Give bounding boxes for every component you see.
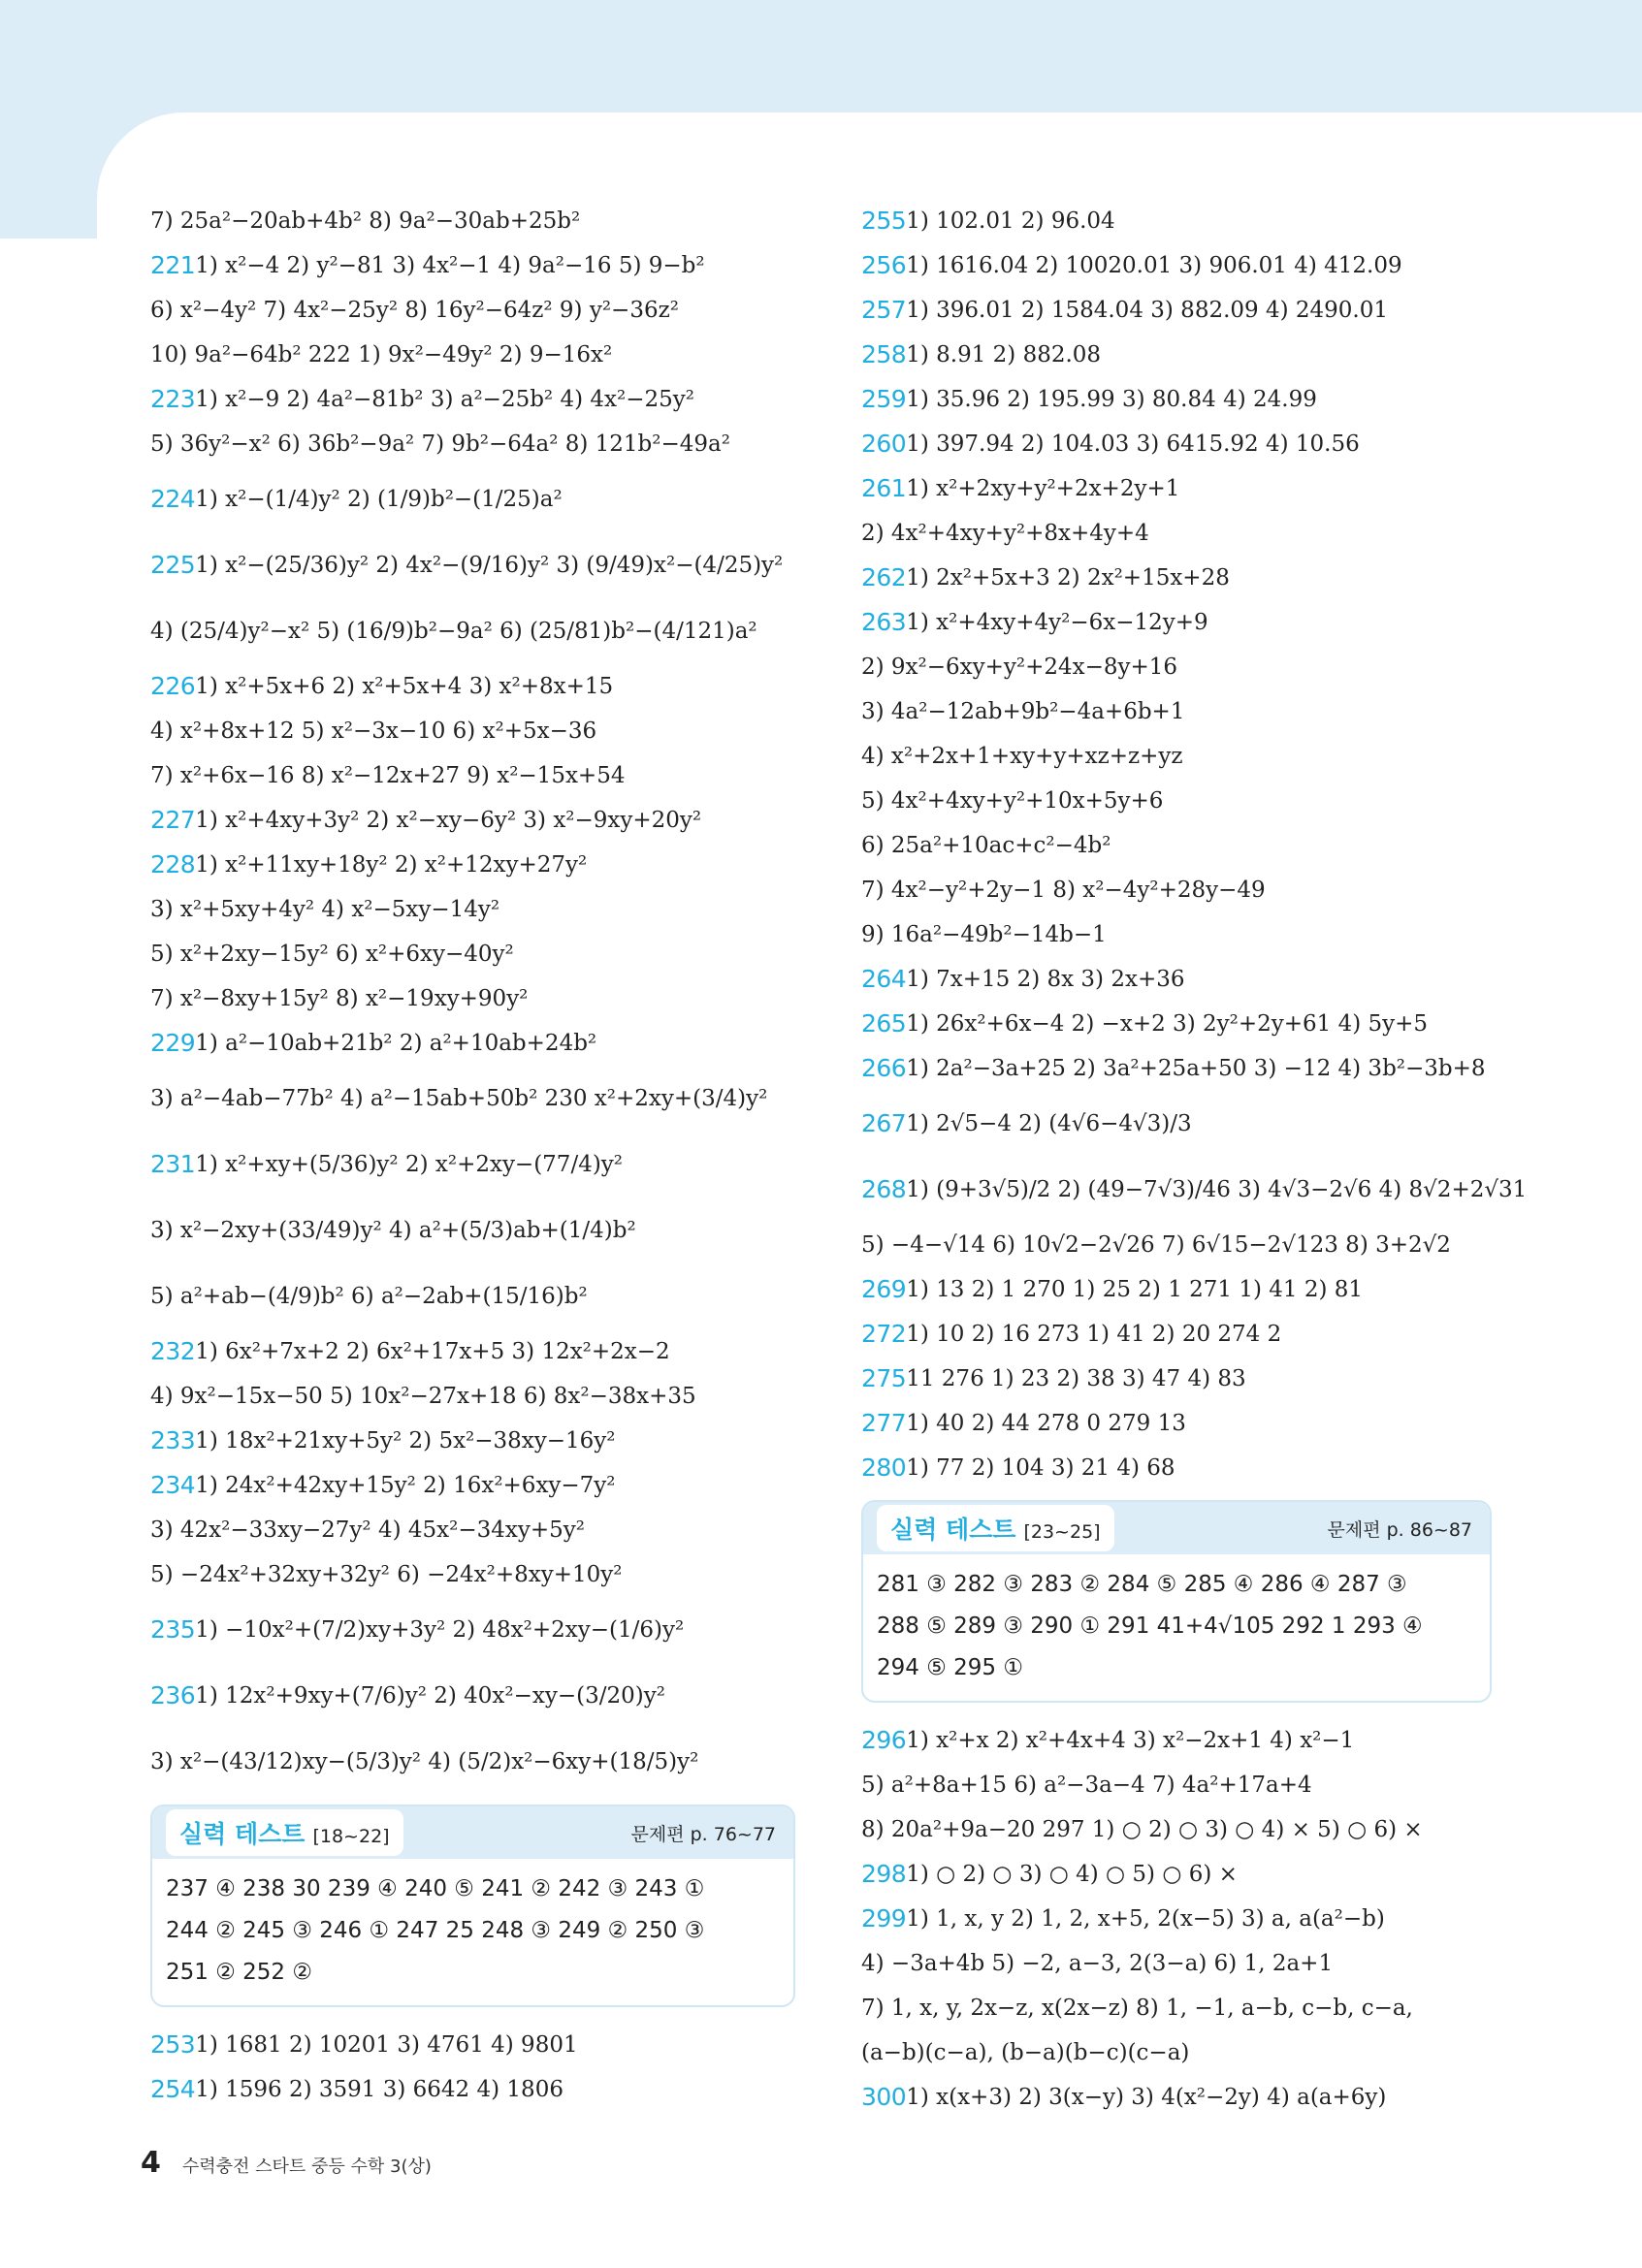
answer-line bbox=[150, 1508, 795, 1552]
answer-text: 9) 16a²−49b²−14b−1 bbox=[861, 922, 1107, 947]
test-box-body bbox=[152, 1859, 793, 2005]
answer-text: 1) 102.01 2) 96.04 bbox=[906, 208, 1115, 234]
page-footer bbox=[141, 2146, 432, 2180]
problem-number: 263 bbox=[861, 608, 907, 636]
answer-line bbox=[861, 288, 1492, 333]
problem-number: 225 bbox=[150, 551, 196, 579]
problem-number: 296 bbox=[861, 1726, 907, 1754]
answer-text: 1) −10x²+(7/2)xy+3y² 2) 48x²+2xy−(1/6)y² bbox=[195, 1617, 685, 1643]
answer-line bbox=[861, 2030, 1492, 2075]
answer-line bbox=[861, 734, 1492, 779]
answer-text: 5) 36y²−x² 6) 36b²−9a² 7) 9b²−64a² 8) 121b²−49a² bbox=[150, 431, 730, 457]
test-box-body bbox=[863, 1554, 1490, 1701]
answer-text: 1) x(x+3) 2) 3(x−y) 3) 4(x²−2y) 4) a(a+6y) bbox=[906, 2085, 1387, 2110]
problem-number: 233 bbox=[150, 1426, 196, 1454]
answer-text: (a−b)(c−a), (b−a)(b−c)(c−a) bbox=[861, 2040, 1190, 2065]
test-box-line: 294 ⑤ 295 ① bbox=[877, 1655, 1023, 1680]
answer-line bbox=[150, 1329, 795, 1374]
answer-text: 1) x²+4xy+3y² 2) x²−xy−6y² 3) x²−9xy+20y² bbox=[195, 808, 702, 833]
problem-number: 267 bbox=[861, 1109, 907, 1137]
problem-number: 255 bbox=[861, 207, 907, 235]
answer-line bbox=[861, 1091, 1492, 1157]
problem-number: 264 bbox=[861, 965, 907, 993]
answer-line bbox=[150, 976, 795, 1021]
answer-line bbox=[861, 1401, 1492, 1446]
page-sheet-edge bbox=[0, 239, 97, 2268]
test-box-line: 244 ② 245 ③ 246 ① 247 25 248 ③ 249 ② 250 ③ bbox=[166, 1918, 705, 1943]
right-answers-top bbox=[861, 199, 1528, 1490]
answer-line bbox=[861, 422, 1492, 466]
problem-number: 300 bbox=[861, 2083, 907, 2111]
answer-line bbox=[150, 333, 795, 377]
answer-line bbox=[150, 1263, 795, 1329]
answer-text: 1) x²+5x+6 2) x²+5x+4 3) x²+8x+15 bbox=[195, 674, 614, 699]
right-column bbox=[861, 199, 1528, 2120]
left-answers-top bbox=[150, 199, 795, 1795]
answer-text: 5) −24x²+32xy+32y² 6) −24x²+8xy+10y² bbox=[150, 1562, 623, 1587]
answer-line bbox=[861, 377, 1492, 422]
answer-line bbox=[861, 243, 1492, 288]
answer-line bbox=[150, 1663, 795, 1729]
problem-number: 223 bbox=[150, 385, 196, 413]
answer-text: 1) x²+x 2) x²+4x+4 3) x²−2x+1 4) x²−1 bbox=[906, 1728, 1355, 1753]
answer-line bbox=[861, 1763, 1492, 1807]
problem-number: 221 bbox=[150, 251, 196, 279]
answer-text: 4) −3a+4b 5) −2, a−3, 2(3−a) 6) 1, 2a+1 bbox=[861, 1951, 1334, 1976]
answer-line bbox=[150, 843, 795, 887]
answer-text: 4) x²+2x+1+xy+y+xz+z+yz bbox=[861, 744, 1183, 769]
answer-line bbox=[150, 466, 795, 532]
answer-line bbox=[861, 1157, 1528, 1223]
answer-line bbox=[150, 932, 795, 976]
answer-line bbox=[861, 511, 1492, 556]
answer-text: 1) x²+2xy+y²+2x+2y+1 bbox=[906, 476, 1180, 501]
answer-text: 1) 6x²+7x+2 2) 6x²+17x+5 3) 12x²+2x−2 bbox=[195, 1339, 670, 1364]
answer-line bbox=[861, 600, 1492, 645]
answer-line bbox=[150, 753, 795, 798]
answer-text: 1) 40 2) 44 278 0 279 13 bbox=[906, 1411, 1186, 1436]
answer-text: 7) 4x²−y²+2y−1 8) x²−4y²+28y−49 bbox=[861, 878, 1266, 903]
answer-line bbox=[861, 1223, 1492, 1267]
problem-number: 235 bbox=[150, 1615, 196, 1644]
answer-line bbox=[861, 689, 1492, 734]
answer-text: 1) 1681 2) 10201 3) 4761 4) 9801 bbox=[195, 2032, 578, 2058]
test-box-tag bbox=[166, 1809, 403, 1856]
answer-text: 1) x²−9 2) 4a²−81b² 3) a²−25b² 4) 4x²−25y² bbox=[195, 387, 694, 412]
answer-text: 1) 1616.04 2) 10020.01 3) 906.01 4) 412.09 bbox=[906, 253, 1402, 278]
problem-number: 280 bbox=[861, 1453, 907, 1482]
answer-line bbox=[861, 868, 1492, 912]
answer-line bbox=[150, 664, 795, 709]
answer-text: 7) x²+6x−16 8) x²−12x+27 9) x²−15x+54 bbox=[150, 763, 626, 788]
answer-text: 1) x²−4 2) y²−81 3) 4x²−1 4) 9a²−16 5) 9−b² bbox=[195, 253, 705, 278]
answer-line bbox=[150, 1374, 795, 1419]
answer-line bbox=[150, 598, 795, 664]
problem-number: 262 bbox=[861, 563, 907, 591]
answer-text: 1) 2a²−3a+25 2) 3a²+25a+50 3) −12 4) 3b²−3b+8 bbox=[906, 1056, 1486, 1081]
answer-text: 4) 9x²−15x−50 5) 10x²−27x+18 6) 8x²−38x+35 bbox=[150, 1384, 696, 1409]
answer-text: 5) −4−√14 6) 10√2−2√26 7) 6√15−2√123 8) 3+2√2 bbox=[861, 1232, 1451, 1258]
problem-number: 266 bbox=[861, 1054, 907, 1082]
book-title: 수력충전 스타트 중등 수학 3(상) bbox=[181, 2156, 432, 2177]
problem-number: 299 bbox=[861, 1904, 907, 1933]
problem-number: 269 bbox=[861, 1275, 907, 1303]
problem-number: 234 bbox=[150, 1471, 196, 1499]
answer-line bbox=[861, 2075, 1492, 2120]
answer-text: 8) 20a²+9a−20 297 1) ○ 2) ○ 3) ○ 4) × 5) ○ 6) × bbox=[861, 1817, 1423, 1842]
answer-line bbox=[150, 798, 795, 843]
problem-number: 261 bbox=[861, 474, 907, 502]
answer-text: 7) 25a²−20ab+4b² 8) 9a²−30ab+25b² bbox=[150, 208, 581, 234]
problem-number: 257 bbox=[861, 296, 907, 324]
problem-number: 260 bbox=[861, 430, 907, 458]
answer-text: 4) (25/4)y²−x² 5) (16/9)b²−9a² 6) (25/81)b²−(4/121)a² bbox=[150, 619, 757, 644]
answer-text: 1) (9+3√5)/2 2) (49−7√3)/46 3) 4√3−2√6 4) 8√2+2√31 bbox=[906, 1177, 1528, 1202]
problem-number: 253 bbox=[150, 2030, 196, 2059]
answer-text: 7) x²−8xy+15y² 8) x²−19xy+90y² bbox=[150, 986, 529, 1011]
answer-line bbox=[150, 709, 795, 753]
answer-line bbox=[150, 2067, 795, 2112]
answer-text: 2) 9x²−6xy+y²+24x−8y+16 bbox=[861, 655, 1178, 680]
answer-line bbox=[861, 1807, 1492, 1852]
answer-line bbox=[861, 1312, 1492, 1357]
page-number: 4 bbox=[141, 2146, 161, 2180]
answer-text: 1) 2x²+5x+3 2) 2x²+15x+28 bbox=[906, 565, 1230, 591]
problem-number: 258 bbox=[861, 340, 907, 368]
answer-line bbox=[150, 199, 795, 243]
answer-line bbox=[861, 957, 1492, 1002]
test-box-header bbox=[863, 1502, 1490, 1554]
problem-number: 254 bbox=[150, 2075, 196, 2103]
answer-text: 1) 18x²+21xy+5y² 2) 5x²−38xy−16y² bbox=[195, 1428, 616, 1453]
problem-number: 231 bbox=[150, 1150, 196, 1178]
answer-text: 1) x²+xy+(5/36)y² 2) x²+2xy−(77/4)y² bbox=[195, 1152, 624, 1177]
answer-line bbox=[861, 779, 1492, 823]
answer-line bbox=[150, 1021, 795, 1066]
problem-number: 228 bbox=[150, 850, 196, 878]
problem-number: 256 bbox=[861, 251, 907, 279]
test-box-line: 281 ③ 282 ③ 283 ② 284 ⑤ 285 ④ 286 ④ 287 ③ bbox=[877, 1572, 1407, 1597]
answer-line bbox=[150, 887, 795, 932]
right-answers-bottom bbox=[861, 1718, 1492, 2120]
answer-text: 1) x²−(25/36)y² 2) 4x²−(9/16)y² 3) (9/49)x²−(4/25)y² bbox=[195, 553, 784, 578]
answer-text: 3) x²−(43/12)xy−(5/3)y² 4) (5/2)x²−6xy+(18/5)y² bbox=[150, 1749, 699, 1774]
answer-text: 4) x²+8x+12 5) x²−3x−10 6) x²+5x−36 bbox=[150, 719, 597, 744]
problem-number: 259 bbox=[861, 385, 907, 413]
test-box-range: [18~22] bbox=[312, 1826, 390, 1847]
answer-text: 1) 2√5−4 2) (4√6−4√3)/3 bbox=[906, 1111, 1192, 1136]
answer-line bbox=[861, 199, 1492, 243]
answer-text: 1) x²−(1/4)y² 2) (1/9)b²−(1/25)a² bbox=[195, 487, 563, 512]
answer-line bbox=[861, 333, 1492, 377]
answer-text: 1) 26x²+6x−4 2) −x+2 3) 2y²+2y+61 4) 5y+5 bbox=[906, 1011, 1429, 1037]
answer-line bbox=[150, 1463, 795, 1508]
answer-line bbox=[150, 377, 795, 422]
answer-line bbox=[861, 1941, 1492, 1986]
test-box-line: 288 ⑤ 289 ③ 290 ① 291 41+4√105 292 1 293 ④ bbox=[877, 1613, 1423, 1639]
answer-text: 6) 25a²+10ac+c²−4b² bbox=[861, 833, 1111, 858]
problem-number: 268 bbox=[861, 1175, 907, 1203]
answer-text: 1) 396.01 2) 1584.04 3) 882.09 4) 2490.01 bbox=[906, 298, 1388, 323]
answer-line bbox=[861, 556, 1492, 600]
answer-line bbox=[861, 912, 1492, 957]
answer-line bbox=[150, 422, 795, 466]
test-box-line: 251 ② 252 ② bbox=[166, 1960, 312, 1985]
problem-number: 229 bbox=[150, 1029, 196, 1057]
answer-text: 2) 4x²+4xy+y²+8x+4y+4 bbox=[861, 521, 1149, 546]
test-box-range: [23~25] bbox=[1023, 1521, 1101, 1543]
answer-line bbox=[150, 243, 795, 288]
test-box-title: 실력 테스트 bbox=[179, 1820, 306, 1848]
answer-line bbox=[150, 532, 795, 598]
problem-number: 265 bbox=[861, 1009, 907, 1038]
answer-text: 3) a²−4ab−77b² 4) a²−15ab+50b² 230 x²+2xy+(3/4)y² bbox=[150, 1086, 768, 1111]
problem-number: 232 bbox=[150, 1337, 196, 1365]
answer-line bbox=[861, 1718, 1492, 1763]
answer-line bbox=[861, 1446, 1492, 1490]
answer-text: 11 276 1) 23 2) 38 3) 47 4) 83 bbox=[906, 1366, 1246, 1391]
answer-line bbox=[861, 1852, 1492, 1897]
answer-text: 3) x²+5xy+4y² 4) x²−5xy−14y² bbox=[150, 897, 500, 922]
answer-line bbox=[150, 1132, 795, 1198]
problem-number: 226 bbox=[150, 672, 196, 700]
problem-number: 224 bbox=[150, 485, 196, 513]
answer-text: 1) 10 2) 16 273 1) 41 2) 20 274 2 bbox=[906, 1322, 1282, 1347]
problem-number: 236 bbox=[150, 1681, 196, 1709]
answer-text: 5) a²+ab−(4/9)b² 6) a²−2ab+(15/16)b² bbox=[150, 1284, 588, 1309]
test-box-page-ref: 문제편 p. 86~87 bbox=[1327, 1518, 1472, 1541]
left-column bbox=[150, 199, 795, 2112]
answer-text: 1) 8.91 2) 882.08 bbox=[906, 342, 1102, 367]
answer-text: 10) 9a²−64b² 222 1) 9x²−49y² 2) 9−16x² bbox=[150, 342, 613, 367]
answer-line bbox=[150, 1552, 795, 1597]
answer-text: 1) 1, x, y 2) 1, 2, x+5, 2(x−5) 3) a, a(a²−b) bbox=[906, 1906, 1385, 1932]
answer-line bbox=[861, 823, 1492, 868]
answer-text: 5) a²+8a+15 6) a²−3a−4 7) 4a²+17a+4 bbox=[861, 1773, 1312, 1798]
answer-line bbox=[150, 1198, 795, 1263]
answer-line bbox=[150, 1066, 795, 1132]
answer-text: 1) 77 2) 104 3) 21 4) 68 bbox=[906, 1455, 1175, 1481]
test-box-tag bbox=[877, 1505, 1114, 1551]
test-box-title: 실력 테스트 bbox=[890, 1516, 1016, 1544]
answer-line bbox=[861, 1046, 1492, 1091]
answer-text: 6) x²−4y² 7) 4x²−25y² 8) 16y²−64z² 9) y²−36z² bbox=[150, 298, 679, 323]
answer-text: 1) 35.96 2) 195.99 3) 80.84 4) 24.99 bbox=[906, 387, 1317, 412]
answer-line bbox=[150, 1597, 795, 1663]
test-box-header bbox=[152, 1806, 793, 1859]
answer-line bbox=[150, 288, 795, 333]
answer-text: 3) 4a²−12ab+9b²−4a+6b+1 bbox=[861, 699, 1185, 724]
answer-line bbox=[150, 1419, 795, 1463]
answer-text: 1) 7x+15 2) 8x 3) 2x+36 bbox=[906, 967, 1185, 992]
answer-text: 3) 42x²−33xy−27y² 4) 45x²−34xy+5y² bbox=[150, 1517, 585, 1543]
answer-text: 1) x²+4xy+4y²−6x−12y+9 bbox=[906, 610, 1208, 635]
answer-text: 1) ○ 2) ○ 3) ○ 4) ○ 5) ○ 6) × bbox=[906, 1862, 1238, 1887]
answer-text: 5) x²+2xy−15y² 6) x²+6xy−40y² bbox=[150, 942, 514, 967]
answer-line bbox=[861, 1357, 1492, 1401]
answer-text: 7) 1, x, y, 2x−z, x(2x−z) 8) 1, −1, a−b, c−b, c−a, bbox=[861, 1996, 1413, 2021]
answer-text: 1) 12x²+9xy+(7/6)y² 2) 40x²−xy−(3/20)y² bbox=[195, 1683, 665, 1709]
test-box-page-ref: 문제편 p. 76~77 bbox=[630, 1823, 776, 1845]
problem-number: 277 bbox=[861, 1409, 907, 1437]
answer-text: 3) x²−2xy+(33/49)y² 4) a²+(5/3)ab+(1/4)b² bbox=[150, 1218, 636, 1243]
answer-text: 1) 1596 2) 3591 3) 6642 4) 1806 bbox=[195, 2077, 563, 2102]
problem-number: 275 bbox=[861, 1364, 907, 1392]
answer-line bbox=[861, 1002, 1492, 1046]
answer-text: 1) a²−10ab+21b² 2) a²+10ab+24b² bbox=[195, 1031, 597, 1056]
answer-line bbox=[861, 1897, 1492, 1941]
answer-line bbox=[861, 645, 1492, 689]
test-box-18-22 bbox=[150, 1805, 795, 2007]
test-box-line: 237 ④ 238 30 239 ④ 240 ⑤ 241 ② 242 ③ 243 ① bbox=[166, 1876, 705, 1901]
answer-line bbox=[150, 1729, 795, 1795]
problem-number: 272 bbox=[861, 1320, 907, 1348]
answer-text: 1) x²+11xy+18y² 2) x²+12xy+27y² bbox=[195, 852, 588, 878]
answer-text: 1) 397.94 2) 104.03 3) 6415.92 4) 10.56 bbox=[906, 431, 1360, 457]
answer-line bbox=[861, 1986, 1492, 2030]
answer-line bbox=[861, 1267, 1492, 1312]
left-answers-bottom bbox=[150, 2023, 795, 2112]
answer-text: 5) 4x²+4xy+y²+10x+5y+6 bbox=[861, 788, 1164, 814]
test-box-23-25 bbox=[861, 1500, 1492, 1703]
answer-text: 1) 24x²+42xy+15y² 2) 16x²+6xy−7y² bbox=[195, 1473, 616, 1498]
problem-number: 227 bbox=[150, 806, 196, 834]
problem-number: 298 bbox=[861, 1860, 907, 1888]
answer-line bbox=[861, 466, 1492, 511]
answer-line bbox=[150, 2023, 795, 2067]
answer-text: 1) 13 2) 1 270 1) 25 2) 1 271 1) 41 2) 81 bbox=[906, 1277, 1364, 1302]
